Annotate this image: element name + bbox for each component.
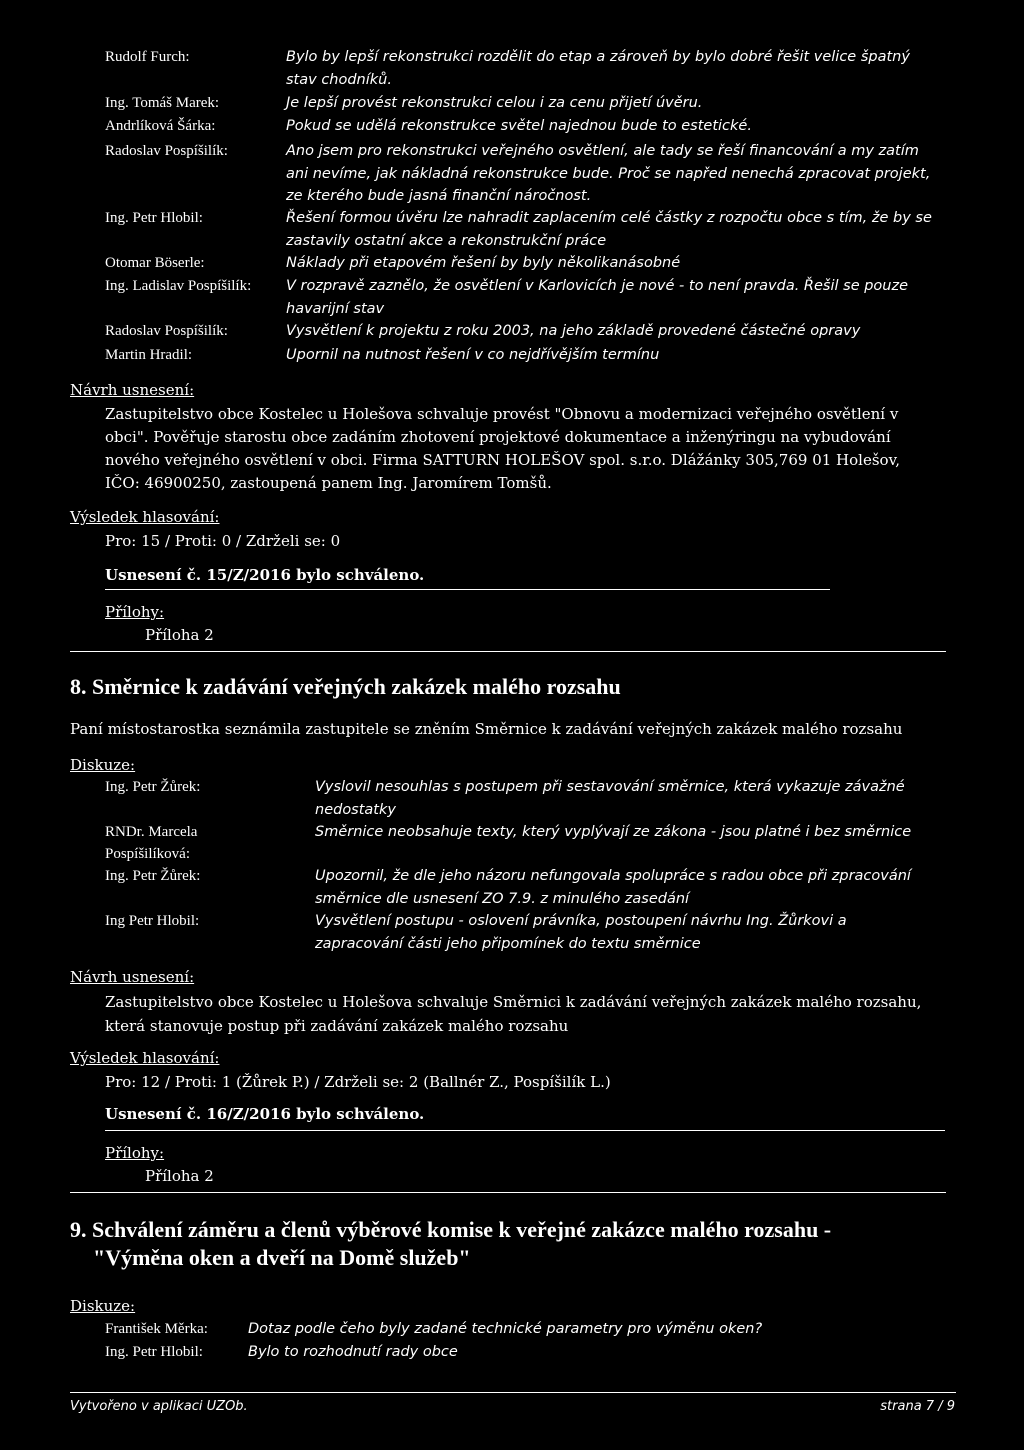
vote-result: Pro: 15 / Proti: 0 / Zdrželi se: 0 bbox=[105, 532, 341, 550]
speaker-name: Ing Petr Hlobil: bbox=[105, 913, 200, 929]
section-intro: Paní místostarostka seznámila zastupitele se zněním Směrnice k zadávání veřejných zakázek malého rozsahu bbox=[70, 720, 903, 738]
speaker-name: Ing. Petr Žůrek: bbox=[105, 779, 201, 795]
discussion-label: Diskuze: bbox=[70, 1297, 136, 1315]
page-number: strana 7 / 9 bbox=[880, 1399, 955, 1414]
speaker-name: Ing. Petr Žůrek: bbox=[105, 868, 201, 884]
footer-app-note: Vytvořeno v aplikaci UZOb. bbox=[70, 1399, 248, 1414]
attachments-label: Přílohy: bbox=[105, 1144, 165, 1162]
attachments-label: Přílohy: bbox=[105, 603, 165, 621]
section-heading: 8. Směrnice k zadávání veřejných zakázek malého rozsahu bbox=[70, 674, 621, 699]
speaker-statement: Pokud se udělá rekonstrukce světel najednou bude to estetické. bbox=[286, 118, 752, 134]
speaker-statement: Upozornil, že dle jeho názoru nefungovala spolupráce s radou obce při zpracování směrnice dle usnesení ZO 7.9. z minulého zasedání bbox=[315, 868, 911, 907]
speaker-statement: V rozpravě zaznělo, že osvětlení v Karlovicích je nové - to není pravda. Řešil se pouze havarijní stav bbox=[286, 278, 909, 317]
speaker-name: Andrlíková Šárka: bbox=[105, 118, 216, 134]
speaker-name: Rudolf Furch: bbox=[105, 49, 190, 65]
speaker-statement: Řešení formou úvěru lze nahradit zaplacením celé částky z rozpočtu obce s tím, že by se zastavily ostatní akce a rekonstrukční práce bbox=[286, 210, 932, 249]
speaker-statement: Vyslovil nesouhlas s postupem při sestavování směrnice, která vykazuje závažné nedostatky bbox=[315, 779, 905, 818]
speaker-name: Ing. Ladislav Pospíšilík: bbox=[105, 278, 252, 294]
proposal-label: Návrh usnesení: bbox=[70, 381, 195, 399]
proposal-text: Zastupitelstvo obce Kostelec u Holešova schvaluje provést "Obnovu a modernizaci veřejného osvětlení v obci". Pověřuje starostu obce zadáním zhotovení projektové dokumentace a inženýringu na vybudování nového veřejného osvětlení v obci. Firma SATTURN HOLEŠOV spol. s.r.o. Dlážánky 305,769 01 Holešov, IČO: 46900250, zastoupená panem Ing. Jaromírem Tomšů. bbox=[105, 405, 901, 492]
speaker-name: Otomar Böserle: bbox=[105, 255, 205, 271]
proposal-text: Zastupitelstvo obce Kostelec u Holešova schvaluje Směrnici k zadávání veřejných zakázek malého rozsahu, která stanovuje postup při zadávání zakázek malého rozsahu bbox=[105, 993, 922, 1035]
speaker-name: Ing. Tomáš Marek: bbox=[105, 95, 220, 111]
speaker-statement: Náklady při etapovém řešení by byly několikanásobné bbox=[286, 255, 681, 271]
speaker-name: František Měrka: bbox=[105, 1321, 208, 1337]
proposal-label: Návrh usnesení: bbox=[70, 968, 195, 986]
resolution-status: Usnesení č. 15/Z/2016 bylo schváleno. bbox=[105, 566, 425, 584]
speaker-name: Radoslav Pospíšilík: bbox=[105, 323, 228, 339]
speaker-name: Ing. Petr Hlobil: bbox=[105, 1344, 203, 1360]
speaker-statement: Směrnice neobsahuje texty, který vyplývají ze zákona - jsou platné i bez směrnice bbox=[315, 824, 912, 840]
resolution-status: Usnesení č. 16/Z/2016 bylo schváleno. bbox=[105, 1105, 425, 1123]
speaker-statement: Ano jsem pro rekonstrukci veřejného osvětlení, ale tady se řeší financování a my zatím ani nevíme, jak nákladná rekonstrukce bude. Proč se napřed nenechá zpracovat projekt, ze kterého bude jasná finanční náročnost. bbox=[286, 143, 931, 204]
vote-label: Výsledek hlasování: bbox=[70, 508, 220, 526]
vote-result: Pro: 12 / Proti: 1 (Žůrek P.) / Zdrželi se: 2 (Ballnér Z., Pospíšilík L.) bbox=[105, 1073, 611, 1091]
footer-rule bbox=[70, 1392, 956, 1393]
speaker-statement: Vysvětlení k projektu z roku 2003, na jeho základě provedené částečné opravy bbox=[286, 323, 861, 339]
section-heading-cont: "Výměna oken a dveří na Domě služeb" bbox=[93, 1245, 471, 1270]
speaker-statement: Dotaz podle čeho byly zadané technické parametry pro výměnu oken? bbox=[248, 1321, 763, 1337]
section-heading: 9. Schválení záměru a členů výběrové komise k veřejné zakázce malého rozsahu - bbox=[70, 1217, 832, 1242]
speaker-statement: Vysvětlení postupu - oslovení právníka, postoupení návrhu Ing. Žůrkovi a zapracování části jeho připomínek do textu směrnice bbox=[315, 913, 847, 952]
discussion-label: Diskuze: bbox=[70, 756, 136, 774]
speaker-statement: Upornil na nutnost řešení v co nejdřívějším termínu bbox=[286, 347, 660, 363]
speaker-statement: Bylo by lepší rekonstrukci rozdělit do etap a zároveň by bylo dobré řešit velice špatný stav chodníků. bbox=[286, 49, 910, 88]
speaker-statement: Bylo to rozhodnutí rady obce bbox=[248, 1344, 458, 1360]
attachment-item: Příloha 2 bbox=[145, 626, 214, 644]
speaker-name: Ing. Petr Hlobil: bbox=[105, 210, 203, 226]
speaker-name: Radoslav Pospíšilík: bbox=[105, 143, 228, 159]
vote-label: Výsledek hlasování: bbox=[70, 1049, 220, 1067]
speaker-statement: Je lepší provést rekonstrukci celou i za cenu přijetí úvěru. bbox=[286, 95, 703, 111]
divider bbox=[105, 1130, 945, 1131]
speaker-name: Martin Hradil: bbox=[105, 347, 193, 363]
divider bbox=[70, 1192, 946, 1193]
divider bbox=[105, 589, 830, 590]
attachment-item: Příloha 2 bbox=[145, 1167, 214, 1185]
speaker-name: RNDr. Marcela Pospíšilíková: bbox=[105, 824, 198, 862]
divider bbox=[70, 651, 946, 652]
